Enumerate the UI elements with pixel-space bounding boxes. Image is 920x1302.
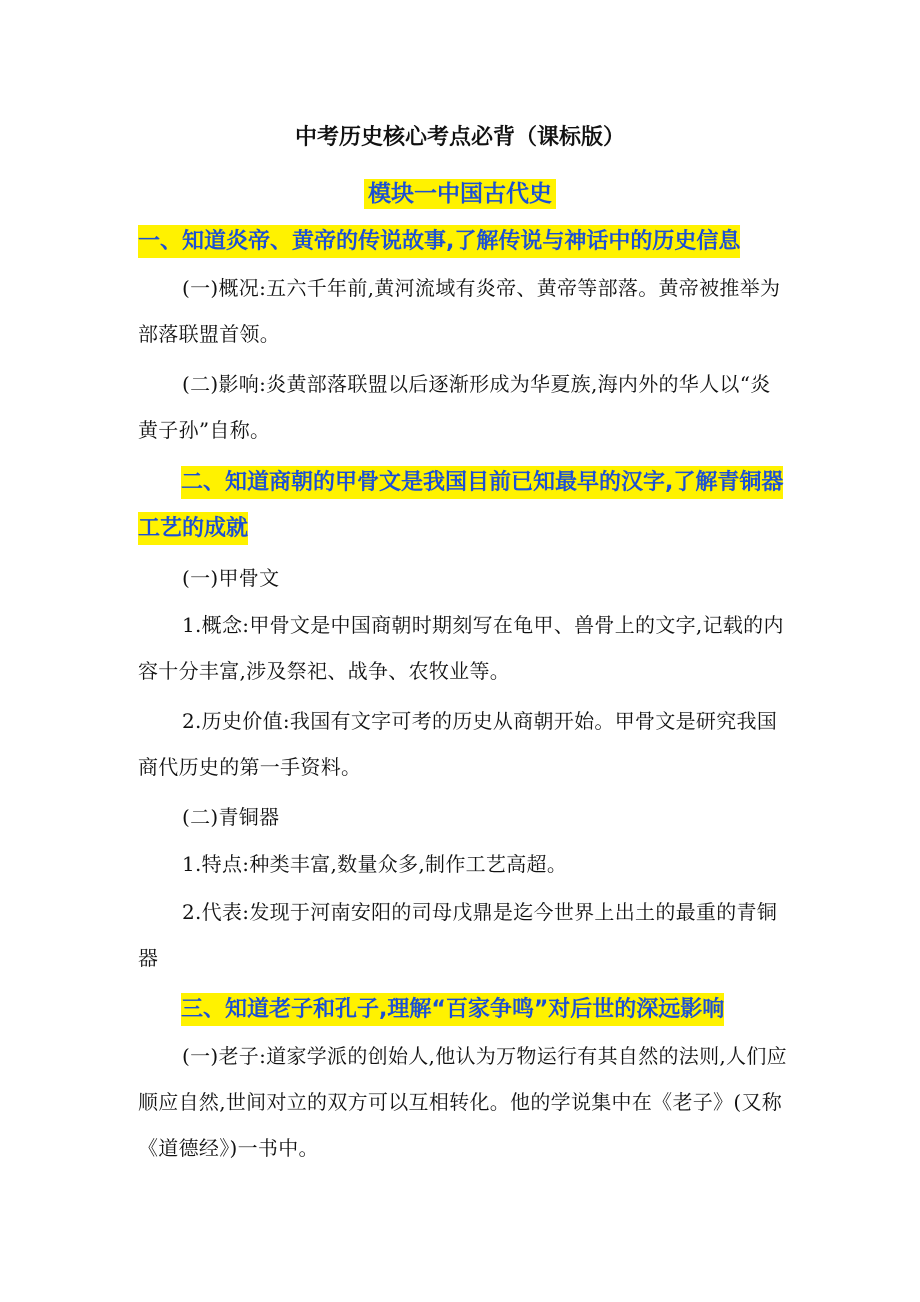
section-2-paragraph-6: 2.代表:发现于河南安阳的司母戊鼎是迄今世界上出土的最重的青铜器 bbox=[138, 900, 778, 970]
document-title: 中考历史核心考点必背（课标版） bbox=[294, 125, 625, 150]
section-2-heading bbox=[138, 460, 788, 552]
section-2-paragraph-4: (二)青铜器 bbox=[182, 805, 280, 829]
section-2-paragraph-2: 1.概念:甲骨文是中国商朝时期刻写在龟甲、兽骨上的文字,记载的内容十分丰富,涉及祭祀、战争、农牧业等。 bbox=[138, 613, 784, 683]
section-2-paragraph-3: 2.历史价值:我国有文字可考的历史从商朝开始。甲骨文是研究我国商代历史的第一手资料。 bbox=[138, 709, 778, 779]
section-1-heading-text: 一、知道炎帝、黄帝的传说故事,了解传说与神话中的历史信息 bbox=[138, 225, 740, 258]
section-2-paragraph-5: 1.特点:种类丰富,数量众多,制作工艺高超。 bbox=[182, 852, 568, 876]
section-3-heading-text: 三、知道老子和孔子,理解“百家争鸣”对后世的深远影响 bbox=[181, 993, 724, 1026]
section-1-heading bbox=[138, 219, 788, 265]
module-heading bbox=[0, 175, 920, 208]
section-1-paragraph-2: (二)影响:炎黄部落联盟以后逐渐形成为华夏族,海内外的华人以“炎黄子孙”自称。 bbox=[138, 372, 771, 442]
module-heading-text: 模块一中国古代史 bbox=[364, 179, 556, 209]
section-3-heading bbox=[138, 987, 788, 1033]
section-1-paragraph-1: (一)概况:五六千年前,黄河流域有炎帝、黄帝等部落。黄帝被推举为部落联盟首领。 bbox=[138, 276, 781, 346]
section-2-paragraph-1: (一)甲骨文 bbox=[182, 566, 280, 590]
section-3-paragraph-1: (一)老子:道家学派的创始人,他认为万物运行有其自然的法则,人们应顺应自然,世间对立的双方可以互相转化。他的学说集中在《老子》(又称《道德经》)一书中。 bbox=[138, 1044, 787, 1160]
section-2-heading-text: 二、知道商朝的甲骨文是我国目前已知最早的汉字,了解青铜器工艺的成就 bbox=[138, 466, 783, 545]
